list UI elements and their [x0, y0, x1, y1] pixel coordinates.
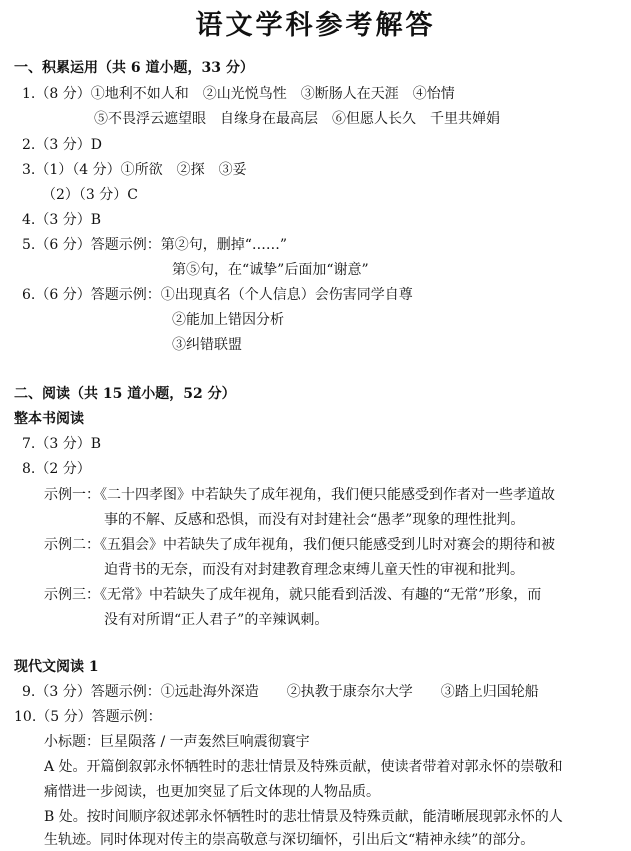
q5-answer-line2: 第⑤句，在“诚挚”后面加“谢意” [172, 262, 369, 278]
q8-example3-line2: 没有对所谓“正人君子”的辛辣讽刺。 [104, 612, 329, 628]
q8-example2-line2: 迫背书的无奈，而没有对封建教育理念束缚儿童天性的审视和批判。 [104, 562, 524, 578]
q1-answer-line2: ⑤不畏浮云遮望眼 自缘身在最高层 ⑥但愿人长久 千里共婵娟 [94, 111, 500, 127]
whole-book-reading-heading: 整本书阅读 [14, 411, 84, 427]
q10-answer: 10.（5 分）答题示例： [14, 709, 162, 725]
q6-answer-line1: 6.（6 分）答题示例：①出现真名（个人信息）会伤害同学自尊 [22, 287, 413, 303]
q2-answer: 2.（3 分）D [22, 137, 102, 153]
q8-example1-line1: 示例一：《二十四孝图》中若缺失了成年视角，我们便只能感受到作者对一些孝道故 [44, 487, 555, 503]
q9-answer: 9.（3 分）答题示例：①远赴海外深造 ②执教于康奈尔大学 ③踏上归国轮船 [22, 684, 539, 700]
modern-reading-1-heading: 现代文阅读 1 [14, 659, 99, 675]
q8-example1-line2: 事的不解、反感和恐惧，而没有对封建社会“愚孝”现象的理性批判。 [104, 512, 525, 528]
q6-answer-line3: ③纠错联盟 [172, 337, 242, 353]
section2-heading: 二、阅读（共 15 道小题，52 分） [14, 386, 236, 402]
q8-answer: 8.（2 分） [22, 461, 91, 477]
q10-option-a-line2: 痛惜进一步阅读，也更加突显了后文体现的人物品质。 [44, 784, 380, 800]
q6-answer-line2: ②能加上错因分析 [172, 312, 284, 328]
section1-heading: 一、积累运用（共 6 道小题，33 分） [14, 60, 254, 76]
q10-option-a-line1: A 处。开篇倒叙郭永怀牺牲时的悲壮情景及特殊贡献，使读者带着对郭永怀的崇敬和 [44, 759, 563, 775]
q7-answer: 7.（3 分）B [22, 436, 102, 452]
q10-option-b-line2: 生轨迹。同时体现对传主的崇高敬意与深切缅怀，引出后文“精神永续”的部分。 [44, 832, 535, 848]
q8-example2-line1: 示例二：《五猖会》中若缺失了成年视角，我们便只能感受到儿时对赛会的期待和被 [44, 537, 555, 553]
q10-subtitle: 小标题：巨星陨落 / 一声轰然巨响震彻寰宇 [44, 734, 310, 750]
q4-answer: 4.（3 分）B [22, 212, 102, 228]
page-title: 语文学科参考解答 [195, 10, 436, 41]
q10-option-b-line1: B 处。按时间顺序叙述郭永怀牺牲时的悲壮情景及特殊贡献，能清晰展现郭永怀的人 [44, 809, 563, 825]
q5-answer-line1: 5.（6 分）答题示例：第②句，删掉“……” [22, 237, 288, 253]
q8-example3-line1: 示例三：《无常》中若缺失了成年视角，就只能看到活泼、有趣的“无常”形象，而 [44, 587, 542, 603]
q3-answer-line2: （2）（3 分）C [42, 187, 138, 203]
q1-answer-line1: 1.（8 分）①地利不如人和 ②山光悦鸟性 ③断肠人在天涯 ④怡情 [22, 86, 455, 102]
q3-answer-line1: 3.（1）（4 分）①所欲 ②探 ③妥 [22, 162, 247, 178]
